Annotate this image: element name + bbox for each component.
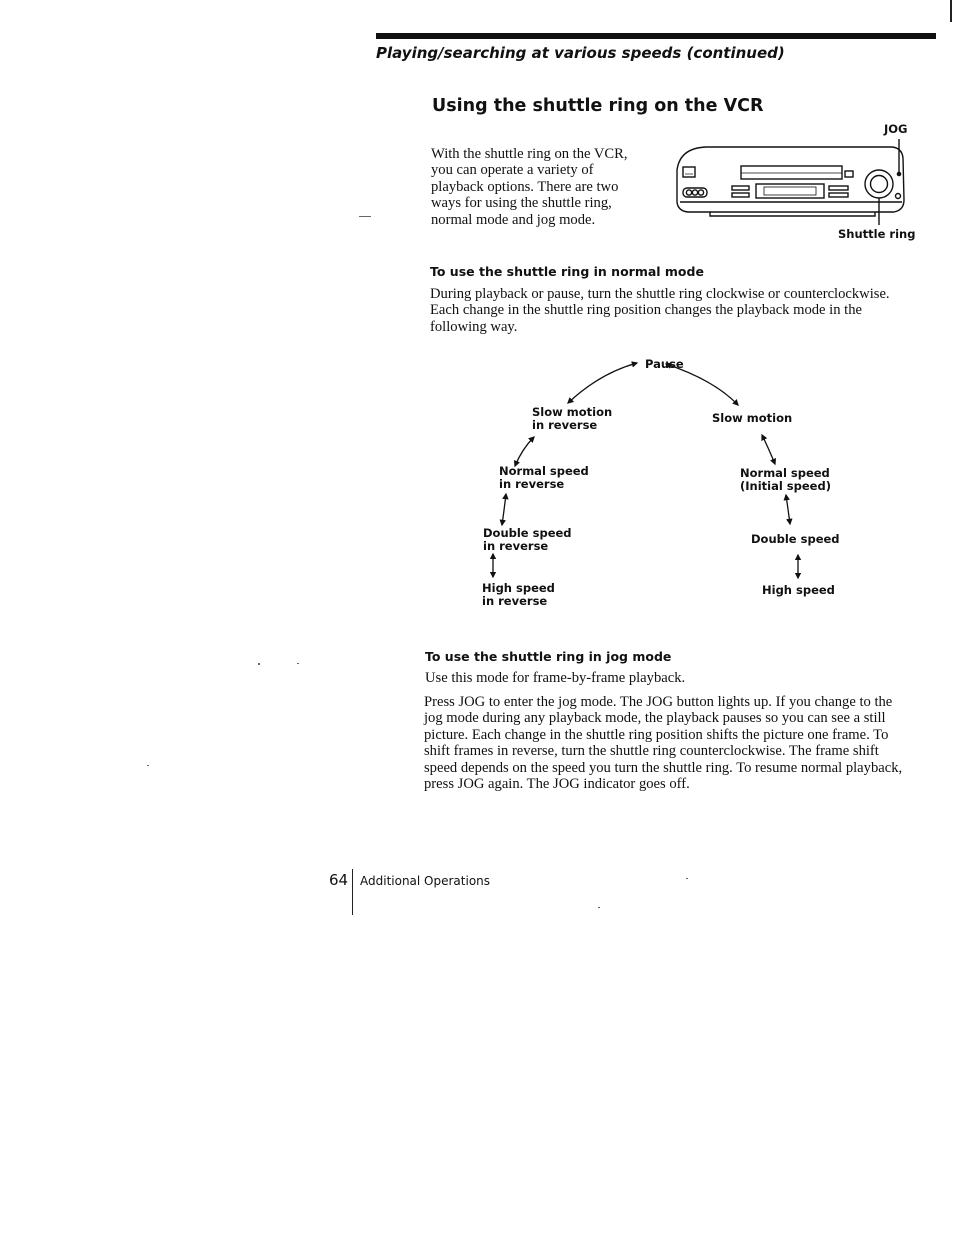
- arrow-reverse-slow-normal: [515, 437, 534, 466]
- jog-button-label: JOG: [884, 122, 908, 136]
- scan-mark: [598, 907, 600, 908]
- diagram-normal-speed-reverse: Normal speed in reverse: [499, 464, 589, 491]
- jog-mode-intro: Use this mode for frame-by-frame playback.: [425, 670, 686, 686]
- footer-divider: [352, 869, 353, 915]
- diagram-pause: Pause: [645, 357, 684, 371]
- scan-mark: [686, 878, 688, 879]
- intro-paragraph: With the shuttle ring on the VCR, you can operate a variety of playback options. There are two ways for using the shuttle ring, normal mode and jog mode.: [431, 146, 628, 228]
- diagram-high-speed-reverse: High speed in reverse: [482, 581, 555, 608]
- arrow-pause-slow-reverse: [568, 363, 637, 403]
- running-head: Playing/searching at various speeds (continued): [376, 44, 785, 62]
- scan-mark: [297, 663, 299, 664]
- shuttle-ring-label: Shuttle ring: [838, 227, 916, 241]
- jog-mode-paragraph: Press JOG to enter the jog mode. The JOG button lights up. If you change to the jog mode during any playback mode, the playback pauses so you can see a still picture. Each change in the shuttle ring position shifts the picture one frame. To shift frames in reverse, turn the shuttle ring counterclockwise. The frame shift speed depends on the speed you turn the shuttle ring. To resume normal playback, press JOG again. The JOG indicator goes off.: [424, 694, 903, 793]
- diagram-slow-motion-reverse: Slow motion in reverse: [532, 405, 613, 432]
- diagram-double-speed: Double speed: [751, 532, 840, 546]
- jog-mode-heading: To use the shuttle ring in jog mode: [425, 649, 672, 664]
- diagram-slow-motion: Slow motion: [712, 411, 793, 425]
- diagram-normal-speed-initial: Normal speed (Initial speed): [740, 466, 831, 493]
- section-title: Using the shuttle ring on the VCR: [432, 96, 764, 116]
- normal-mode-heading: To use the shuttle ring in normal mode: [430, 264, 704, 279]
- diagram-high-speed: High speed: [762, 583, 835, 597]
- arrow-forward-slow-normal: [762, 435, 775, 464]
- vcr-illustration: [670, 130, 910, 225]
- scan-mark: [147, 765, 149, 766]
- normal-mode-paragraph: During playback or pause, turn the shuttle ring clockwise or counterclockwise. Each change in the shuttle ring position changes the playback mode in the following way.: [430, 286, 890, 335]
- page-number: 64: [329, 871, 349, 889]
- scan-mark: [359, 216, 371, 217]
- page-edge-mark: [950, 0, 952, 22]
- arrow-reverse-normal-double: [502, 494, 506, 525]
- scan-mark: [258, 663, 260, 665]
- diagram-double-speed-reverse: Double speed in reverse: [483, 526, 572, 553]
- header-rule: [376, 33, 936, 39]
- footer-section-label: Additional Operations: [360, 874, 491, 888]
- arrow-forward-normal-double: [786, 495, 790, 524]
